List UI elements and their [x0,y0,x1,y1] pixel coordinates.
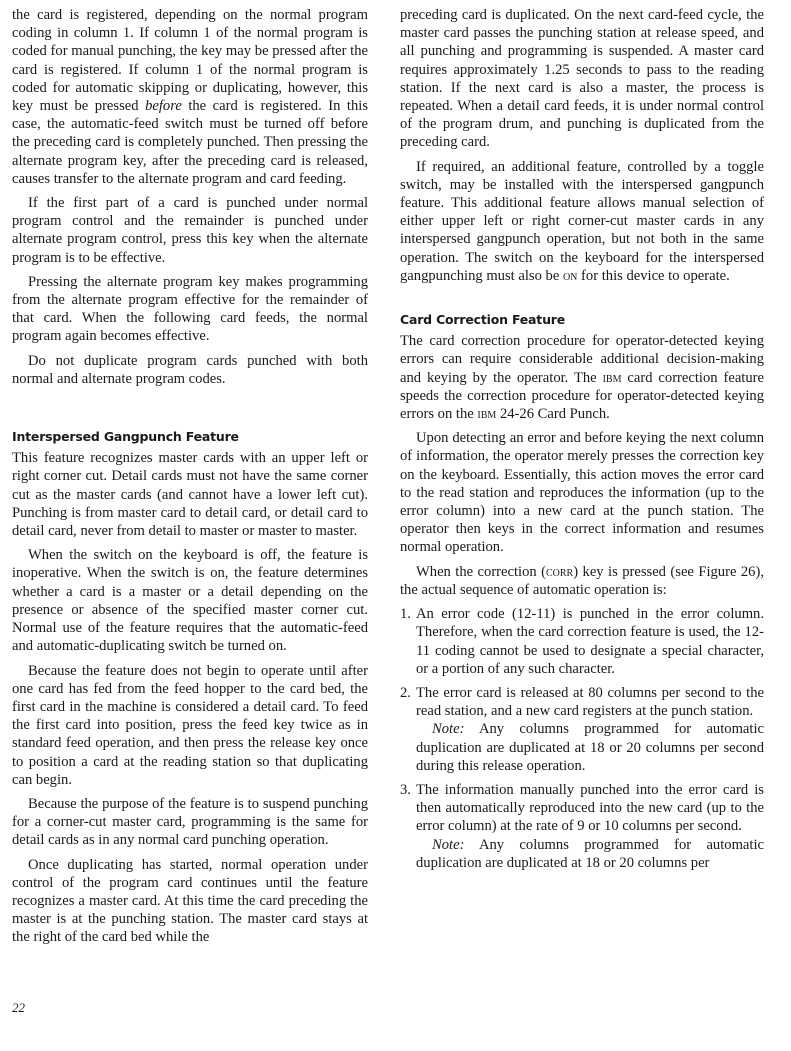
text-run: If required, an additional feature, controlled by a toggle switch, may be installed with the interspersed gangpunch feature. This additional feature allows manual selection of either upper left or right corner-cut master cards in any interspersed gangpunch operation, but not both in the same operation. The switch on the keyboard for the interspersed gangpunching must also be [400,158,764,284]
list-item [400,605,764,678]
text-run: the card is registered. In this case, the automatic-feed switch must be turned off before the preceding card is completely punched. Then pressing the alternate program key, after the preceding card is released, causes transfer to the alternate program and card feeding. [12,98,368,187]
text-run: the card is registered, depending on the normal program coding in column 1. If column 1 of the normal program is coded for manual punching, the key may be pressed after the card is registered. If column 1 of the normal program is coded for automatic skipping or duplicating, however, this key must be pressed [12,7,368,115]
spacer [12,394,368,428]
list-number: 1. [400,606,411,623]
note-label: Note: [432,836,465,853]
paragraph: Do not duplicate program cards punched with both normal and alternate program codes. [12,352,368,387]
paragraph: Upon detecting an error and before keying the next column of information, the operator merely presses the correction key on the keyboard. Essentially, this action moves the error card to the read station and reproduces the information (up to the error column) into a new card at the punch station. The operator then keys in the correct information and resumes normal operation. [400,430,764,556]
note-text: Any columns programmed for automatic duplication are duplicated at 18 or 20 columns per second during this release operation. [416,721,764,774]
section-heading-interspersed-gangpunch: Interspersed Gangpunch Feature [12,429,239,445]
note [416,836,764,872]
note-label: Note: [432,721,465,738]
emphasis-text: before [145,98,182,115]
page-number: 22 [12,1000,25,1015]
list-number: 3. [400,781,411,798]
paragraph: If the first part of a card is punched under normal program control and the remainder is punched under alternate program control, press this key when the alternate program is to be effective. [12,195,368,266]
paragraph [400,332,764,423]
paragraph [12,6,368,188]
right-column [400,6,764,878]
list-text: The error card is released at 80 columns per second to the read station, and a new card registers at the punch station. [416,684,764,720]
numbered-list [400,605,764,872]
paragraph [400,158,764,285]
list-text: The information manually punched into the error card is then automatically reproduced into the new card (up to the error column) at the rate of 9 or 10 columns per second. [416,781,764,835]
paragraph: Pressing the alternate program key makes programming from the alternate program effective for the remainder of that card. When the following card feeds, the normal program again becomes effective. [12,273,368,345]
small-caps-text: ibm [602,369,622,386]
text-run: 24-26 Card Punch. [496,406,610,423]
text-run: When the correction ( [416,563,546,580]
small-caps-text: ibm [477,406,497,423]
paragraph [400,563,764,599]
list-item [400,781,764,872]
text-run: card correction feature speeds the correction procedure for operator-detected keying errors on the [400,369,764,423]
text-run: The card correction procedure for operator-detected keying errors can require considerable additional decision-making and keying by the operator. The [400,333,764,386]
note-text: Any columns programmed for automatic duplication are duplicated at 18 or 20 columns per [416,836,764,871]
paragraph: Once duplicating has started, normal operation under control of the program card continues until the feature recognizes a master card. At this time the card preceding the master is at the punching station. The master card stays at the right of the card bed while the [12,856,368,946]
paragraph: This feature recognizes master cards with an upper left or right corner cut. Detail cards must not have the same corner cut as the master cards (and cannot have a lower left cut). Punching is from master card to detail card, or detail card to detail card, never from detail to master or master to master. [12,450,368,540]
small-caps-text: corr [546,563,574,580]
note [416,720,764,775]
section-heading-card-correction: Card Correction Feature [400,312,566,328]
small-caps-text: on [562,267,578,284]
paragraph: When the switch on the keyboard is off, the feature is inoperative. When the switch is on, the feature determines whether a card is a master or a detail depending on the presence or absence of the specified master corner cut. Normal use of the feature requires that the automatic-feed and automatic-duplicating switch be turned on. [12,547,368,655]
text-run: ) key is pressed (see Figure 26), the actual sequence of automatic operation is: [400,563,764,598]
paragraph: preceding card is duplicated. On the next card-feed cycle, the master card passes the punching station at release speed, and all punching and programming is suspended. A master card requires approximately 1.25 seconds to pass to the reading station. If the next card is also a master, the process is repeated. When a detail card feeds, it is under normal control of the program drum, and punching is duplicated from the preceding card. [400,7,764,151]
paragraph: Because the feature does not begin to operate until after one card has fed from the feed hopper to the card bed, the first card in the machine is considered a detail card. To feed the first card into position, press the feed key twice as in standard feed operation, and then press the release key once to position a card at the reading station so that duplicating can begin. [12,662,368,788]
text-run: for this device to operate. [577,267,730,284]
list-item [400,684,764,775]
paragraph: Because the purpose of the feature is to suspend punching for a corner-cut master card, programming is the same for detail cards as in any normal card punching operation. [12,795,368,849]
list-number: 2. [400,684,411,701]
left-column [12,6,368,953]
list-text: An error code (12-11) is punched in the error column. Therefore, when the card correction feature is used, the 12-11 coding cannot be used to designate a special character, or a portion of any such character. [416,606,764,677]
spacer [400,291,764,311]
